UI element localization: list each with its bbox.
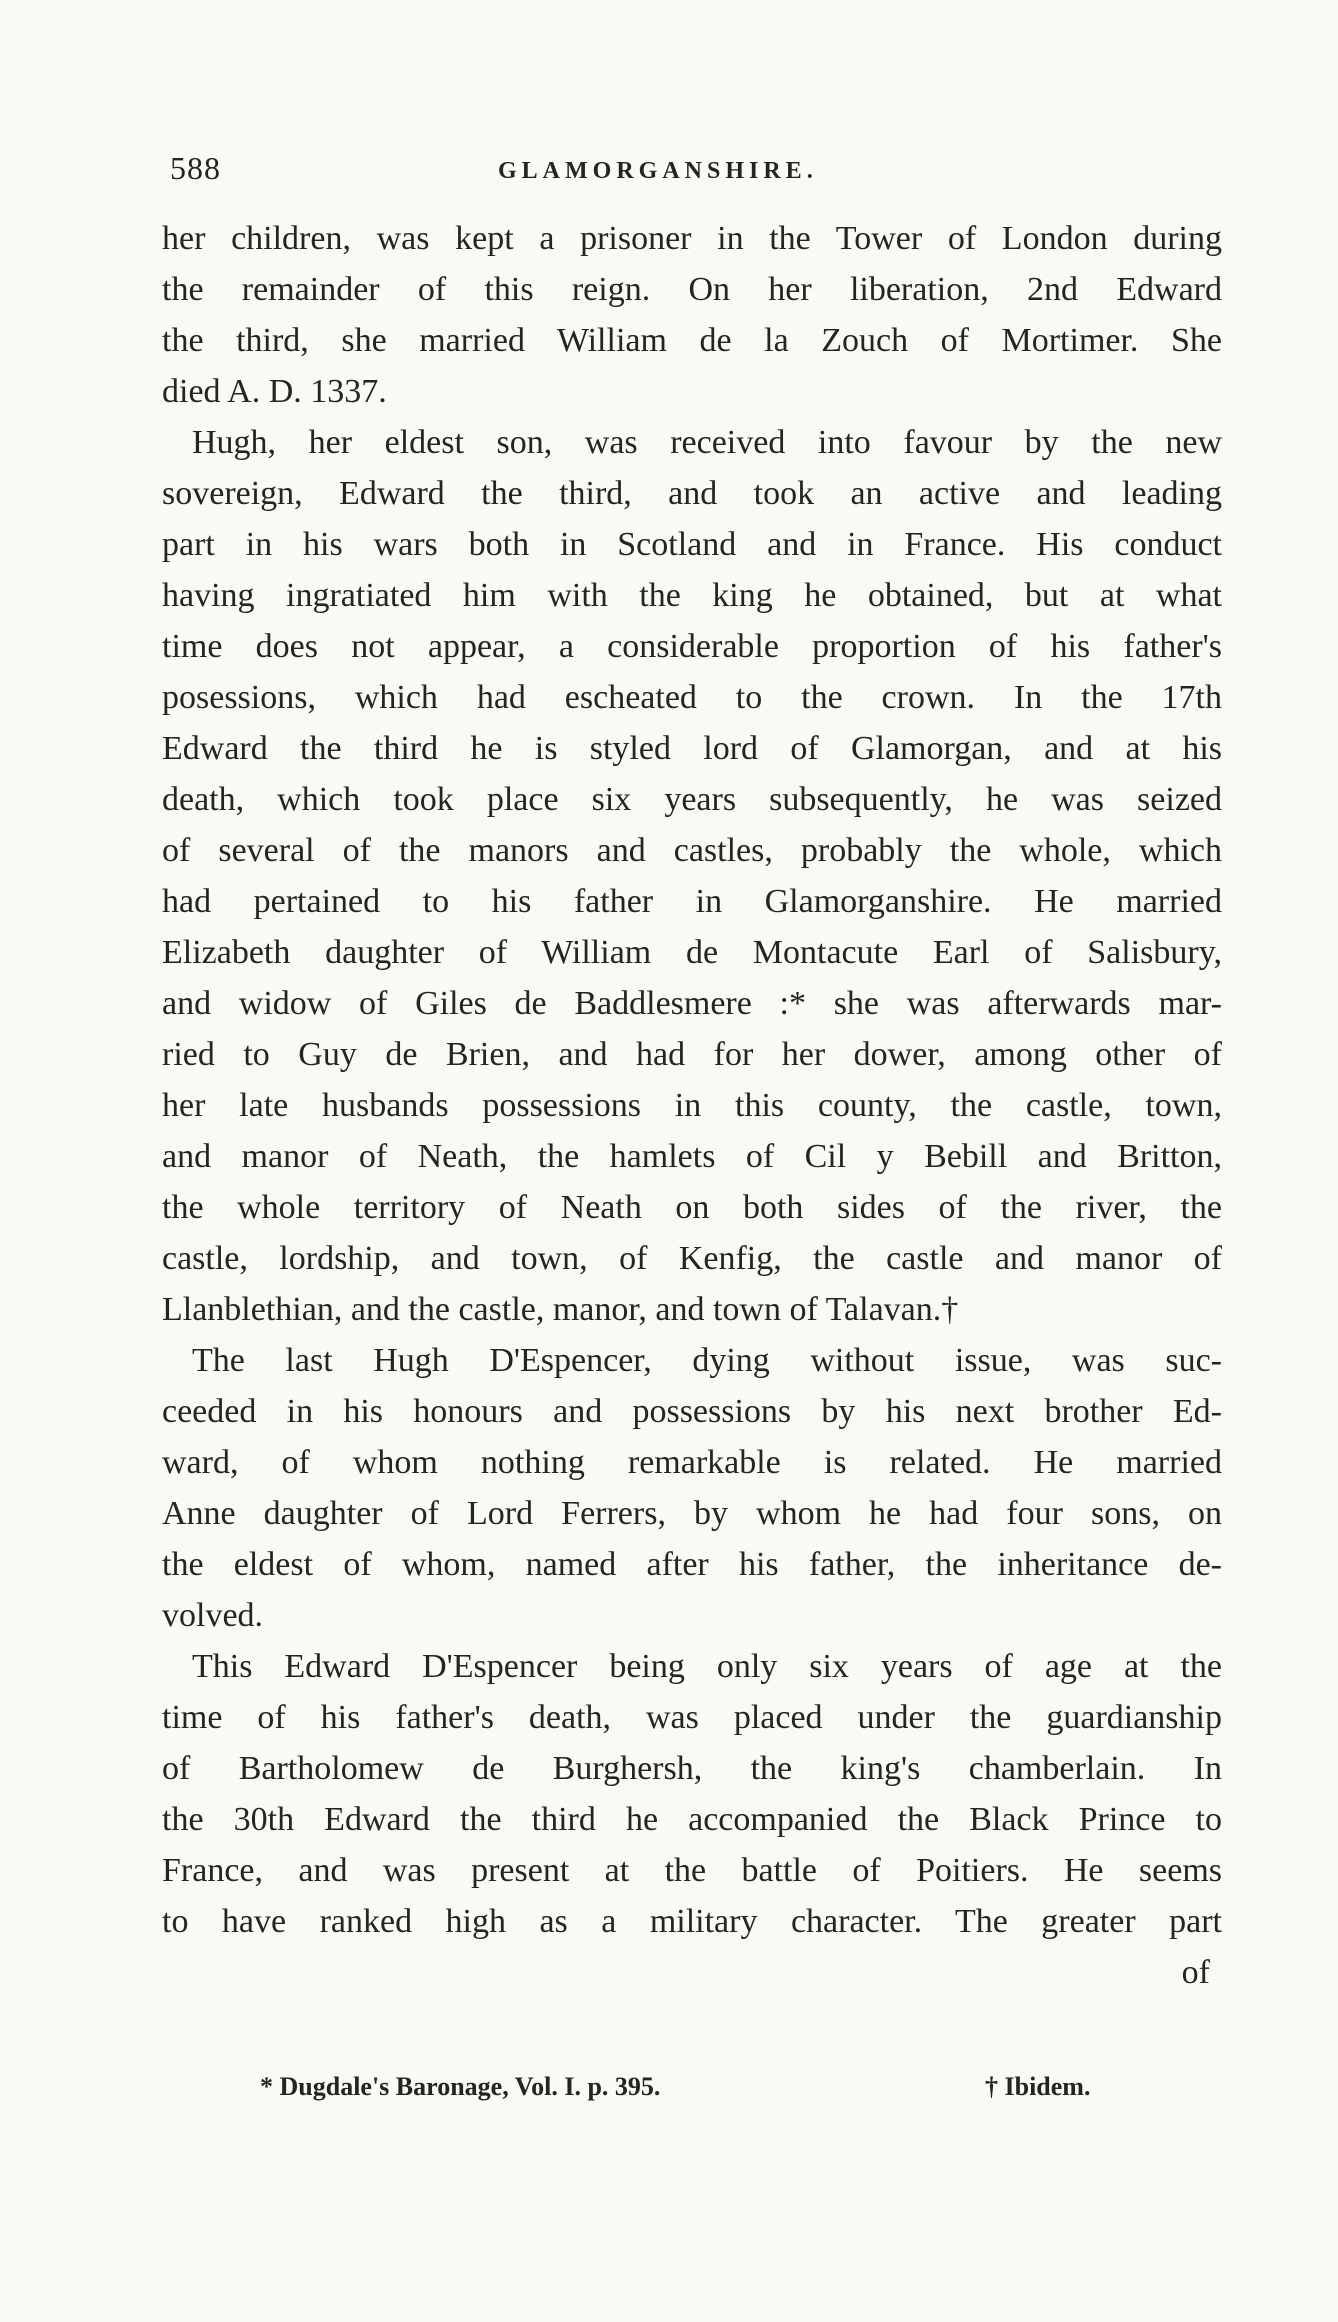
text-line: castle, lordship, and town, of Kenfig, the castle and manor of xyxy=(162,1240,1222,1277)
text-line: her late husbands possessions in this county, the castle, town, xyxy=(162,1087,1222,1124)
text-line: the remainder of this reign. On her liberation, 2nd Edward xyxy=(162,271,1222,308)
text-line: the 30th Edward the third he accompanied the Black Prince to xyxy=(162,1801,1222,1838)
text-line: ried to Guy de Brien, and had for her dower, among other of xyxy=(162,1036,1222,1073)
text-line: Elizabeth daughter of William de Montacute Earl of Salisbury, xyxy=(162,934,1222,971)
text-line: of Bartholomew de Burghersh, the king's chamberlain. In xyxy=(162,1750,1222,1787)
text-line: of several of the manors and castles, probably the whole, which xyxy=(162,832,1222,869)
text-line: having ingratiated him with the king he obtained, but at what xyxy=(162,577,1222,614)
text-line: and widow of Giles de Baddlesmere :* she was afterwards mar- xyxy=(162,985,1222,1022)
text-line: to have ranked high as a military character. The greater part xyxy=(162,1903,1222,1940)
body-text xyxy=(162,213,1222,1998)
text-line: The last Hugh D'Espencer, dying without issue, was suc- xyxy=(192,1342,1222,1379)
text-line: Llanblethian, and the castle, manor, and town of Talavan.† xyxy=(162,1291,959,1328)
text-line: the eldest of whom, named after his father, the inheritance de- xyxy=(162,1546,1222,1583)
running-title: GLAMORGANSHIRE. xyxy=(498,158,818,184)
page-header xyxy=(162,150,1222,190)
text-line: died A. D. 1337. xyxy=(162,373,387,410)
text-line: the third, she married William de la Zouch of Mortimer. She xyxy=(162,322,1222,359)
page-number: 588 xyxy=(170,150,221,186)
text-line: time of his father's death, was placed under the guardianship xyxy=(162,1699,1222,1736)
text-line: Anne daughter of Lord Ferrers, by whom he had four sons, on xyxy=(162,1495,1222,1532)
text-line: France, and was present at the battle of Poitiers. He seems xyxy=(162,1852,1222,1889)
text-line: Hugh, her eldest son, was received into favour by the new xyxy=(192,424,1222,461)
text-line: volved. xyxy=(162,1597,264,1634)
text-line: time does not appear, a considerable proportion of his father's xyxy=(162,628,1222,665)
text-line: part in his wars both in Scotland and in France. His conduct xyxy=(162,526,1222,563)
footnote-ibidem: † Ibidem. xyxy=(985,2072,1091,2101)
text-line: This Edward D'Espencer being only six years of age at the xyxy=(192,1648,1222,1685)
text-line: posessions, which had escheated to the crown. In the 17th xyxy=(162,679,1222,716)
text-line: sovereign, Edward the third, and took an active and leading xyxy=(162,475,1222,512)
text-line: Edward the third he is styled lord of Glamorgan, and at his xyxy=(162,730,1222,767)
text-line: ward, of whom nothing remarkable is related. He married xyxy=(162,1444,1222,1481)
text-line: and manor of Neath, the hamlets of Cil y Bebill and Britton, xyxy=(162,1138,1222,1175)
catchword: of xyxy=(1181,1954,1210,1991)
footnote-dugdale: * Dugdale's Baronage, Vol. I. p. 395. xyxy=(260,2072,661,2101)
text-line: ceeded in his honours and possessions by his next brother Ed- xyxy=(162,1393,1222,1430)
text-line: death, which took place six years subsequently, he was seized xyxy=(162,781,1222,818)
footnotes xyxy=(240,2072,1160,2112)
text-line: the whole territory of Neath on both sides of the river, the xyxy=(162,1189,1222,1226)
text-line: had pertained to his father in Glamorganshire. He married xyxy=(162,883,1222,920)
text-line: her children, was kept a prisoner in the Tower of London during xyxy=(162,220,1222,257)
